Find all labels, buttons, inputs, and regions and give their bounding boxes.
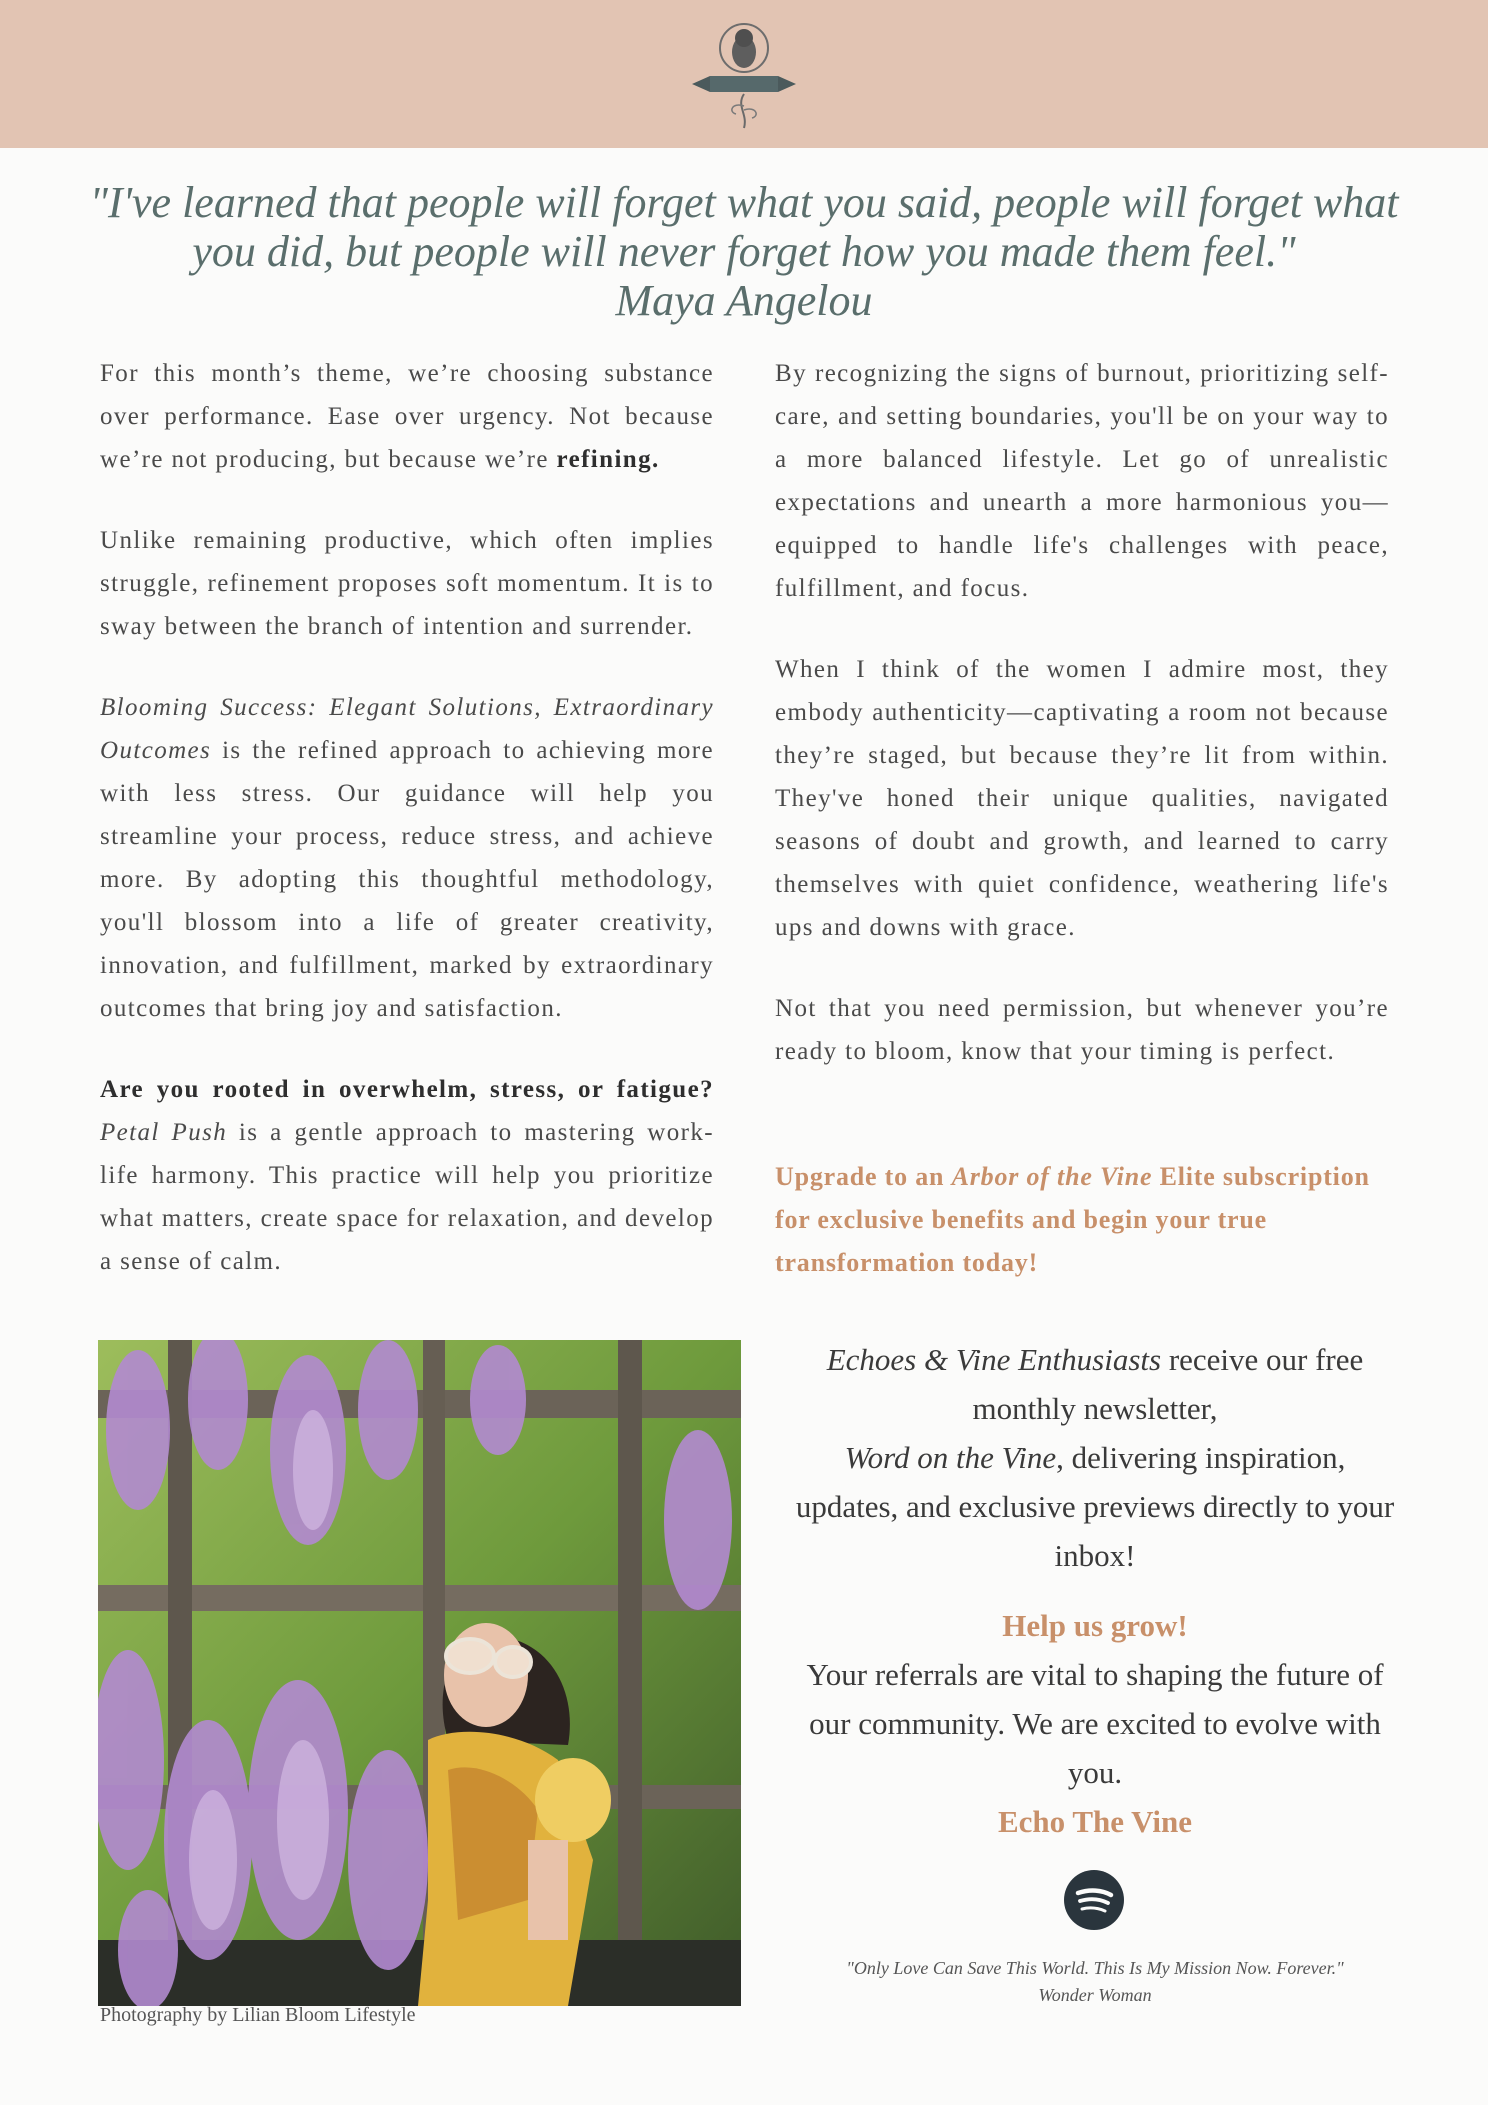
closing-quote <box>795 1955 1395 2009</box>
paragraph: Unlike remaining productive, which often implies struggle, refinement proposes soft momentum. It is to sway between the branch of intention and surrender. <box>100 527 714 640</box>
paragraph: For this month’s theme, we’re choosing substance over performance. Ease over urgency. Not because we’re not producing, but because we’re refining. <box>100 360 714 473</box>
quote-text: "I've learned that people will forget what you said, people will forget what you did, but people will never forget how you made them feel." <box>89 178 1399 276</box>
paragraph: Not that you need permission, but whenever you’re ready to bloom, know that your timing is perfect. <box>775 995 1389 1065</box>
closing-quote-author: Wonder Woman <box>1038 1985 1152 2005</box>
signature: Echo The Vine <box>997 1804 1193 1839</box>
paragraph: By recognizing the signs of burnout, prioritizing self-care, and setting boundaries, you'll be on your way to a more balanced lifestyle. Let go of unrealistic expectations and unearth a more harmonious you—equipped to handle life's challenges with peace, fulfillment, and focus. <box>775 360 1389 602</box>
opening-quote <box>80 178 1408 325</box>
right-column <box>775 352 1389 1073</box>
referral-section <box>795 1601 1395 1846</box>
help-heading: Help us grow! <box>1002 1608 1188 1643</box>
paragraph: When I think of the women I admire most, they embody authenticity—captivating a room not because they’re staged, but because they’re lit from within. They've honed their unique qualities, navigated seasons of doubt and growth, and learned to carry themselves with quiet confidence, weathering life's ups and downs with grace. <box>775 656 1389 941</box>
echoes-vine-logo <box>688 14 800 134</box>
spotify-icon[interactable] <box>1064 1870 1124 1930</box>
header-banner <box>0 0 1488 148</box>
referral-text: Your referrals are vital to shaping the future of our community. We are excited to evolve with you. <box>806 1657 1384 1790</box>
paragraph: Blooming Success: Elegant Solutions, Extraordinary Outcomes is the refined approach to achieving more with less stress. Our guidance will help you streamline your process, reduce stress, and achieve more. By adopting this thoughtful methodology, you'll blossom into a life of greater creativity, innovation, and fulfillment, marked by extraordinary outcomes that bring joy and satisfaction. <box>100 694 714 1022</box>
photo-caption: Photography by Lilian Bloom Lifestyle <box>100 2004 416 2026</box>
wisteria-photo <box>98 1340 741 2006</box>
quote-author: Maya Angelou <box>615 276 873 325</box>
newsletter-info: Echoes & Vine Enthusiasts receive our free monthly newsletter, Word on the Vine, delivering inspiration, updates, and exclusive previews directly to your inbox! <box>795 1342 1395 1573</box>
upgrade-cta[interactable]: Upgrade to an Arbor of the Vine Elite subscription for exclusive benefits and begin your true transformation today! <box>775 1162 1370 1277</box>
paragraph: Are you rooted in overwhelm, stress, or fatigue? Petal Push is a gentle approach to mastering work-life harmony. This practice will help you prioritize what matters, create space for relaxation, and develop a sense of calm. <box>100 1076 714 1275</box>
closing-quote-text: "Only Love Can Save This World. This Is My Mission Now. Forever." <box>846 1958 1344 1978</box>
left-column <box>100 352 714 1283</box>
